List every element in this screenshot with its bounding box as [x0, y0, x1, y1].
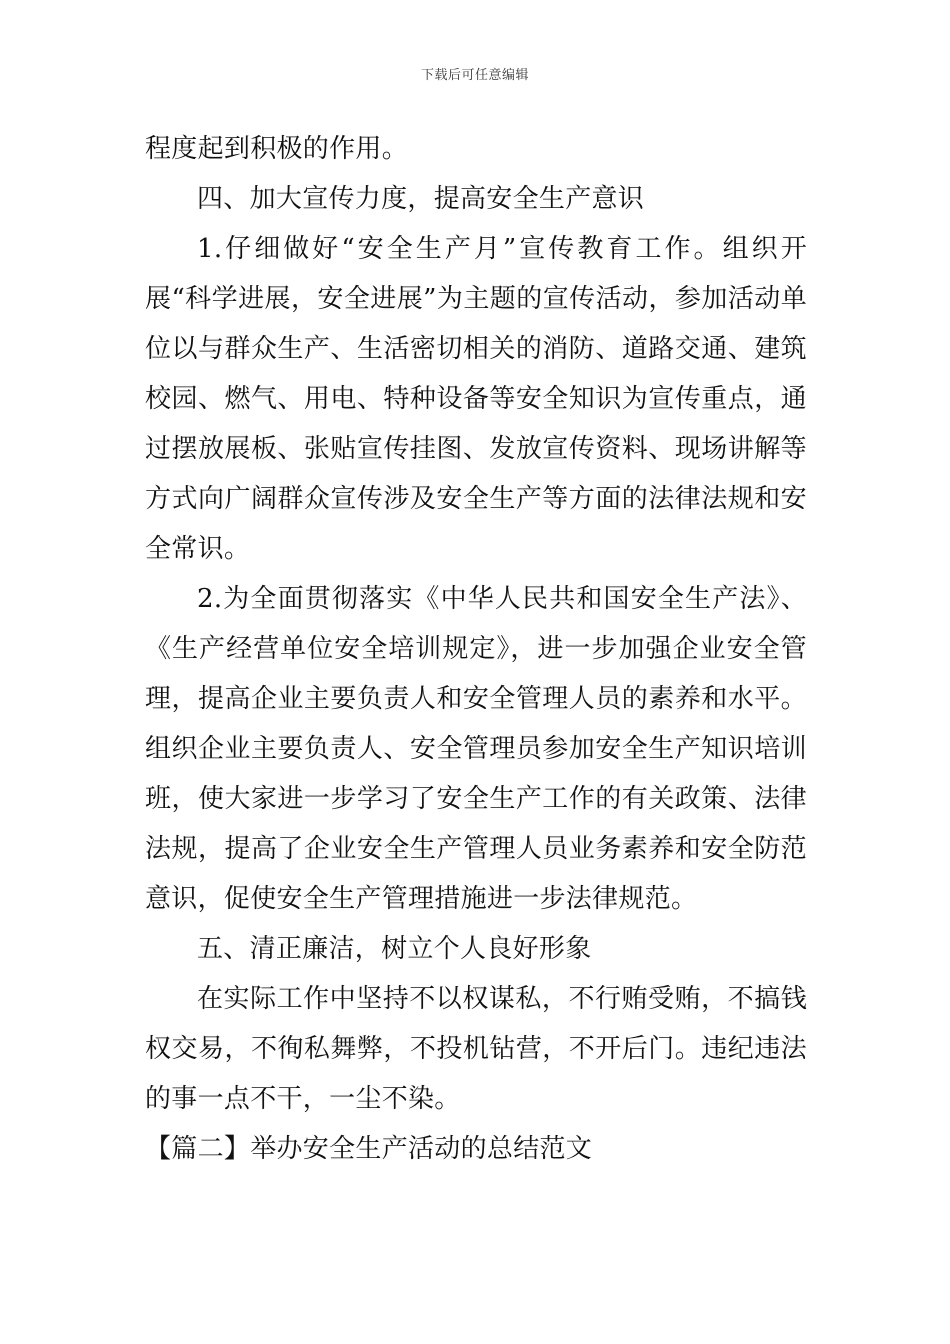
paragraph-item-2: 2.为全面贯彻落实《中华人民共和国安全生产法》、《生产经营单位安全培训规定》，进一步加强企业安全管理，提高企业主要负责人和安全管理人员的素养和水平。组织企业主要负责人、安全管理员参加安全生产知识培训班，使大家进一步学习了安全生产工作的有关政策、法律法规，提高了企业安全生产管理人员业务素养和安全防范意识，促使安全生产管理措施进一步法律规范。 — [145, 584, 807, 914]
section-heading-5: 五、清正廉洁，树立个人良好形象 — [197, 934, 592, 964]
section-heading-4: 四、加大宣传力度，提高安全生产意识 — [197, 184, 645, 214]
article-title-part-2: 【篇二】举办安全生产活动的总结范文 — [145, 1134, 593, 1164]
document-body — [145, 124, 807, 1174]
paragraph-item-1: 1.仔细做好“安全生产月”宣传教育工作。组织开展“科学进展，安全进展”为主题的宣传活动，参加活动单位以与群众生产、生活密切相关的消防、道路交通、建筑校园、燃气、用电、特种设备等安全知识为宣传重点，通过摆放展板、张贴宣传挂图、发放宣传资料、现场讲解等方式向广阔群众宣传涉及安全生产等方面的法律法规和安全常识。 — [145, 234, 807, 564]
paragraph-integrity: 在实际工作中坚持不以权谋私，不行贿受贿，不搞钱权交易，不徇私舞弊，不投机钻营，不开后门。违纪违法的事一点不干，一尘不染。 — [145, 984, 807, 1114]
page-header-note: 下载后可任意编辑 — [420, 68, 529, 83]
paragraph-continuation: 程度起到积极的作用。 — [145, 134, 409, 164]
